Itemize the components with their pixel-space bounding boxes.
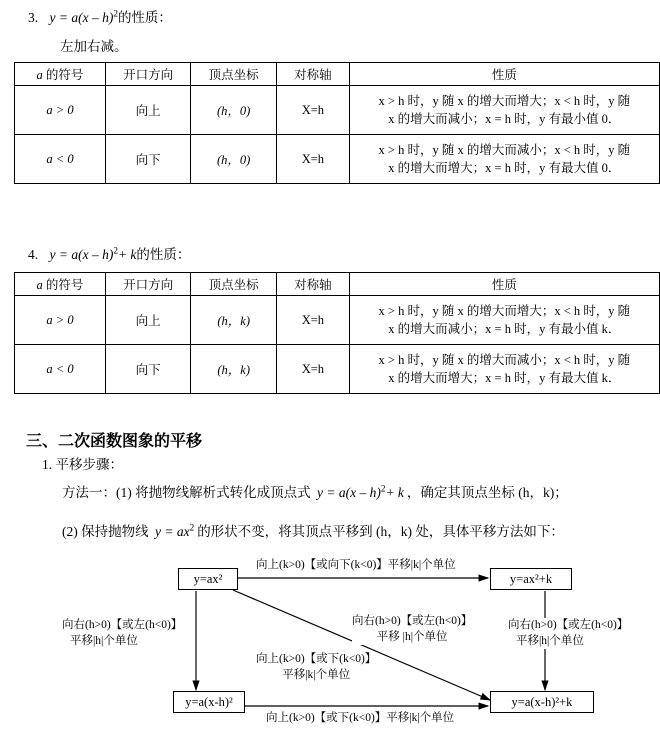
item-3-formula-suffix: 的性质：: [117, 10, 172, 25]
flow-label-diag-center-line-1: 向右(h>0)【或左(h<0)】: [352, 615, 473, 627]
cell-property: [349, 296, 659, 345]
header-vertex: 顶点坐标: [191, 63, 277, 86]
header-property: 性质: [349, 273, 659, 296]
method-1-formula: y = a(x – h): [317, 485, 381, 500]
cell-sign: a > 0: [15, 296, 106, 345]
item-4-formula-suffix: 的性质：: [136, 247, 191, 262]
property-line-1: x > h 时，y 随 x 的增大而减小；x < h 时，y 随: [378, 142, 631, 157]
properties-table-1: [14, 62, 660, 184]
flow-label-left: [62, 618, 182, 649]
item-3-formula-prefix: y = a: [49, 10, 79, 25]
table-row: [15, 296, 660, 345]
cell-property: [349, 86, 659, 135]
item-3-formula-body: (x – h): [78, 10, 114, 25]
cell-property: [349, 135, 659, 184]
header-sign: a 的符号: [15, 273, 106, 296]
property-line-2: x 的增大而增大；x = h 时，y 有最大值 0．: [388, 161, 621, 175]
flow-box-bottom-left: y=a(x-h)²: [173, 691, 245, 713]
cell-axis: X=h: [277, 135, 350, 184]
flow-label-right: [508, 618, 628, 649]
item-3-formula-exp: 2: [113, 8, 118, 19]
cell-direction: 向下: [105, 345, 190, 394]
flow-label-right-line-2: 平移|h|个单位: [516, 634, 584, 647]
item-3-number: 3.: [28, 10, 39, 25]
item-3-heading: [28, 6, 172, 26]
cell-property: [349, 345, 659, 394]
flow-label-diag-lower-line-1: 向上(k>0)【或下(k<0)】: [256, 653, 377, 665]
properties-table-2: [14, 272, 660, 394]
method-1-exp: 2: [380, 483, 386, 494]
flow-label-diag-center-line-2: 平移 |h|个单位: [376, 630, 448, 643]
flow-label-left-line-1: 向右(h>0)【或左(h<0)】: [62, 619, 183, 631]
flow-label-diagonal-center: [352, 614, 472, 645]
header-direction: 开口方向: [105, 63, 190, 86]
method-1-plusk: + k: [385, 485, 404, 500]
property-line-2: x 的增大而减小；x = h 时，y 有最小值 k．: [388, 322, 621, 336]
cell-vertex: (h，k): [191, 296, 277, 345]
item-4-formula-prefix: y = a: [49, 247, 79, 262]
cell-axis: X=h: [277, 296, 350, 345]
table-header-row: [15, 63, 660, 86]
cell-direction: 向上: [105, 86, 190, 135]
method-2-prefix: (2) 保持抛物线: [62, 524, 149, 539]
flow-label-diag-lower-line-2: 平移|k|个单位: [282, 668, 351, 681]
table-row: [15, 86, 660, 135]
header-vertex: 顶点坐标: [191, 273, 277, 296]
property-line-1: x > h 时，y 随 x 的增大而增大；x < h 时，y 随: [378, 93, 631, 108]
flow-label-diagonal-lower: [256, 652, 376, 683]
flow-label-bottom: 向上(k>0)【或下(k<0)】平移|k|个单位: [266, 711, 454, 727]
method-2-suffix: 的形状不变，将其顶点平移到 (h，k) 处，具体平移方法如下：: [197, 524, 564, 539]
method-2-formula: y = ax: [155, 524, 190, 539]
cell-vertex: (h，0): [191, 135, 277, 184]
item-3-note: 左加右减。: [60, 39, 128, 54]
table-row: [15, 135, 660, 184]
cell-vertex: (h，0): [191, 86, 277, 135]
method-1-suffix: ，确定其顶点坐标 (h，k)；: [406, 485, 568, 500]
item-4-formula-plus: + k: [117, 247, 137, 262]
method-2-exp: 2: [189, 522, 195, 533]
cell-sign: a < 0: [15, 345, 106, 394]
section-3-item-1: 1. 平移步骤：: [42, 457, 123, 472]
cell-axis: X=h: [277, 86, 350, 135]
flow-box-bottom-right: y=a(x-h)²+k: [490, 691, 594, 713]
section-3-title: 三、二次函数图象的平移: [26, 433, 203, 450]
cell-axis: X=h: [277, 345, 350, 394]
cell-vertex: (h，k): [191, 345, 277, 394]
flow-label-top: 向上(k>0)【或向下(k<0)】平移|k|个单位: [256, 558, 456, 574]
property-line-2: x 的增大而增大；x = h 时，y 有最大值 k．: [388, 371, 621, 385]
flow-box-top-right: y=ax²+k: [490, 568, 572, 590]
flow-box-top-left: y=ax²: [178, 568, 238, 590]
translation-flowchart: [0, 548, 660, 749]
item-4-formula-exp: 2: [113, 245, 118, 256]
property-line-2: x 的增大而减小；x = h 时，y 有最小值 0．: [388, 112, 621, 126]
method-1-line: [62, 481, 568, 501]
header-direction: 开口方向: [105, 273, 190, 296]
cell-sign: a > 0: [15, 86, 106, 135]
header-axis: 对称轴: [277, 63, 350, 86]
header-sign: a 的符号: [15, 63, 106, 86]
cell-sign: a < 0: [15, 135, 106, 184]
cell-direction: 向上: [105, 296, 190, 345]
flow-label-left-line-2: 平移|h|个单位: [70, 634, 138, 647]
cell-direction: 向下: [105, 135, 190, 184]
item-4-formula-body: (x – h): [78, 247, 114, 262]
method-2-line: [62, 520, 564, 540]
header-property: 性质: [349, 63, 659, 86]
property-line-1: x > h 时，y 随 x 的增大而减小；x < h 时，y 随: [378, 352, 631, 367]
method-1-prefix: 方法一：(1) 将抛物线解析式转化成顶点式: [62, 485, 311, 500]
item-4-heading: [28, 243, 190, 263]
header-axis: 对称轴: [277, 273, 350, 296]
property-line-1: x > h 时，y 随 x 的增大而增大；x < h 时，y 随: [378, 303, 631, 318]
table-row: [15, 345, 660, 394]
flow-label-right-line-1: 向右(h>0)【或左(h<0)】: [508, 619, 629, 631]
table-header-row: [15, 273, 660, 296]
item-4-number: 4.: [28, 247, 39, 262]
